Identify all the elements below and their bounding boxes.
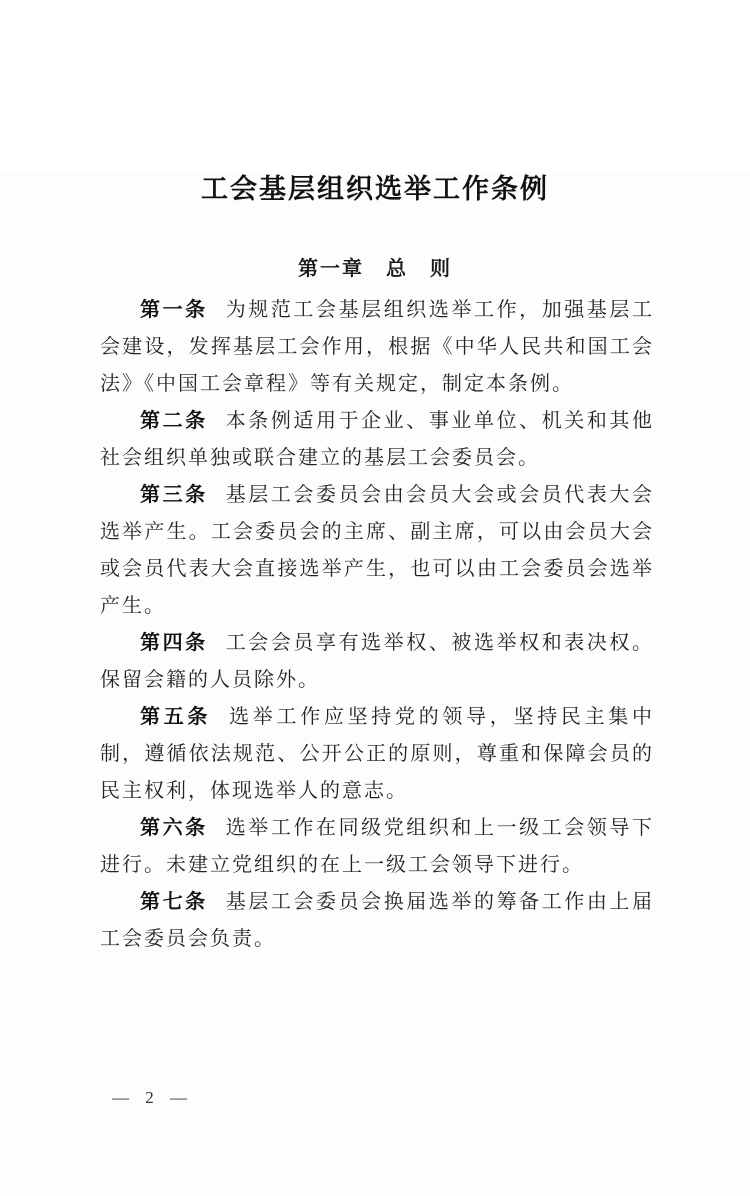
- page-number: — 2 —: [112, 1088, 193, 1107]
- article-label: 第四条: [140, 632, 208, 654]
- article-paragraph: [100, 810, 654, 884]
- article-label: 第二条: [140, 410, 208, 432]
- article-paragraph: [100, 403, 654, 477]
- article-paragraph: [100, 292, 654, 403]
- article-text: 本条例适用于企业、事业单位、机关和其他社会组织单独或联合建立的基层工会委员会。: [100, 410, 655, 469]
- article-text: 基层工会委员会由会员大会或会员代表大会选举产生。工会委员会的主席、副主席，可以由会员大会或会员代表大会直接选举产生，也可以由工会委员会选举产生。: [100, 484, 655, 617]
- article-paragraph: [100, 884, 654, 958]
- article-text: 工会会员享有选举权、被选举权和表决权。保留会籍的人员除外。: [100, 632, 655, 691]
- article-text: 选举工作应坚持党的领导，坚持民主集中制，遵循依法规范、公开公正的原则，尊重和保障会员的民主权利，体现选举人的意志。: [100, 706, 655, 802]
- article-text: 基层工会委员会换届选举的筹备工作由上届工会委员会负责。: [100, 891, 655, 950]
- document-title: 工会基层组织选举工作条例: [201, 174, 549, 204]
- article-text: 为规范工会基层组织选举工作，加强基层工会建设，发挥基层工会作用，根据《中华人民共和国工会法》《中国工会章程》等有关规定，制定本条例。: [100, 299, 655, 395]
- article-paragraph: [100, 699, 654, 810]
- article-paragraph: [100, 625, 654, 699]
- article-paragraph: [100, 477, 654, 625]
- articles-body: [100, 292, 654, 958]
- article-label: 第五条: [140, 706, 212, 728]
- chapter-heading: 第一章 总 则: [298, 258, 452, 280]
- article-label: 第一条: [140, 299, 208, 321]
- article-text: 选举工作在同级党组织和上一级工会领导下进行。未建立党组织的在上一级工会领导下进行。: [100, 817, 655, 876]
- article-label: 第六条: [140, 817, 208, 839]
- document-page: [0, 172, 750, 1196]
- article-label: 第三条: [140, 484, 208, 506]
- article-label: 第七条: [140, 891, 208, 913]
